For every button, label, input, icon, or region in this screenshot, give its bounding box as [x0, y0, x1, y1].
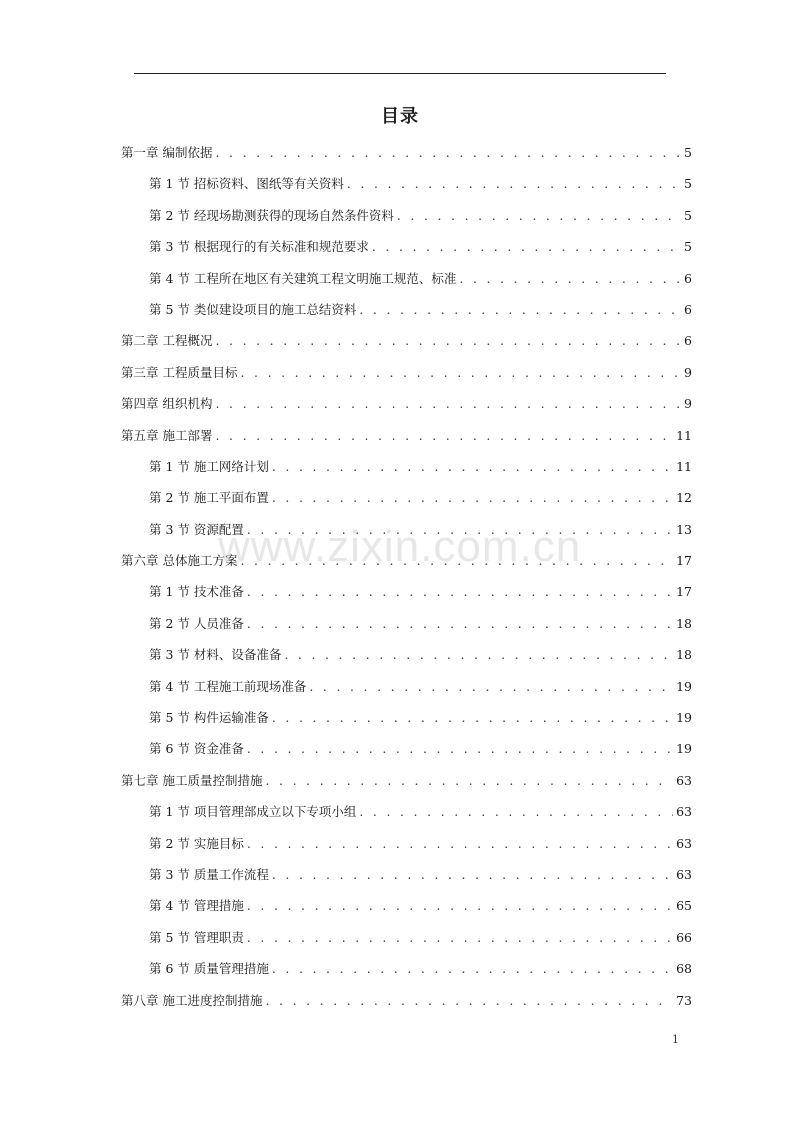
toc-entry-label: 第四章 组织机构: [121, 396, 213, 412]
toc-dot-leader: [272, 487, 673, 509]
toc-entry-page-number: 63: [676, 772, 692, 788]
toc-section-entry[interactable]: [121, 958, 692, 989]
toc-entry-page-number: 11: [676, 427, 692, 443]
toc-dot-leader: [309, 676, 673, 698]
toc-dot-leader: [272, 707, 673, 729]
toc-dot-leader: [459, 268, 681, 290]
toc-entry-label: 第三章 工程质量目标: [121, 364, 238, 380]
toc-entry-page-number: 18: [676, 647, 692, 663]
toc-entry-page-number: 5: [684, 145, 692, 160]
toc-entry-label: 第五章 施工部署: [121, 427, 213, 443]
toc-section-entry[interactable]: [121, 927, 692, 958]
toc-dot-leader: [272, 456, 673, 478]
toc-section-entry[interactable]: [121, 801, 692, 832]
toc-chapter-entry[interactable]: [121, 393, 692, 424]
toc-entry-label: 第 4 节 管理措施: [149, 898, 244, 914]
toc-entry-label: 第八章 施工进度控制措施: [121, 992, 263, 1008]
toc-entry-page-number: 19: [676, 741, 692, 757]
toc-entry-page-number: 63: [676, 804, 692, 820]
toc-entry-page-number: 6: [684, 270, 692, 286]
toc-section-entry[interactable]: [121, 895, 692, 926]
toc-entry-label: 第二章 工程概况: [121, 333, 213, 349]
toc-entry-page-number: 18: [676, 615, 692, 631]
toc-section-entry[interactable]: [121, 581, 692, 612]
toc-section-entry[interactable]: [121, 236, 692, 267]
toc-entry-label: 第 3 节 根据现行的有关标准和规范要求: [149, 239, 369, 255]
toc-entry-label: 第 2 节 经现场勘测获得的现场自然条件资料: [149, 207, 394, 223]
toc-entry-label: 第 3 节 材料、设备准备: [149, 647, 282, 663]
toc-entry-label: 第 5 节 类似建设项目的施工总结资料: [149, 301, 357, 317]
toc-dot-leader: [272, 864, 673, 886]
toc-dot-leader: [215, 142, 681, 164]
toc-section-entry[interactable]: [121, 738, 692, 769]
toc-section-entry[interactable]: [121, 613, 692, 644]
toc-entry-label: 第 3 节 资源配置: [149, 521, 244, 537]
toc-entry-page-number: 19: [676, 678, 692, 694]
toc-entry-page-number: 65: [676, 898, 692, 914]
toc-dot-leader: [247, 895, 673, 917]
toc-entry-page-number: 9: [684, 364, 692, 380]
toc-section-entry[interactable]: [121, 268, 692, 299]
toc-dot-leader: [215, 393, 681, 415]
toc-chapter-entry[interactable]: [121, 425, 692, 456]
toc-entry-page-number: 17: [676, 553, 692, 569]
toc-entry-label: 第 1 节 技术准备: [149, 584, 244, 600]
toc-entry-page-number: 17: [676, 584, 692, 600]
toc-dot-leader: [240, 362, 681, 384]
toc-entry-page-number: 9: [684, 396, 692, 412]
toc-entry-label: 第 2 节 施工平面布置: [149, 490, 269, 506]
toc-dot-leader: [265, 770, 673, 792]
page-number: 1: [672, 1033, 679, 1046]
toc-dot-leader: [215, 330, 681, 352]
toc-dot-leader: [284, 644, 673, 666]
toc-entry-label: 第一章 编制依据: [121, 145, 213, 160]
toc-dot-leader: [372, 236, 681, 258]
toc-entry-label: 第 5 节 管理职责: [149, 929, 244, 945]
toc-dot-leader: [247, 927, 673, 949]
toc-section-entry[interactable]: [121, 644, 692, 675]
toc-dot-leader: [347, 173, 681, 195]
toc-entry-page-number: 5: [684, 207, 692, 223]
toc-dot-leader: [247, 519, 673, 541]
toc-entry-page-number: 63: [676, 835, 692, 851]
toc-section-entry[interactable]: [121, 299, 692, 330]
toc-section-entry[interactable]: [121, 707, 692, 738]
toc-entry-label: 第六章 总体施工方案: [121, 553, 238, 569]
toc-entry-label: 第 1 节 招标资料、图纸等有关资料: [149, 176, 344, 192]
toc-entry-label: 第 3 节 质量工作流程: [149, 866, 269, 882]
toc-dot-leader: [247, 833, 673, 855]
toc-entry-label: 第 2 节 人员准备: [149, 615, 244, 631]
toc-entry-label: 第 5 节 构件运输准备: [149, 710, 269, 726]
toc-entry-page-number: 6: [684, 333, 692, 349]
toc-section-entry[interactable]: [121, 205, 692, 236]
toc-entry-label: 第 2 节 实施目标: [149, 835, 244, 851]
toc-dot-leader: [240, 550, 673, 572]
toc-entry-label: 第 6 节 资金准备: [149, 741, 244, 757]
header-rule: [134, 73, 666, 74]
toc-title: 目录: [381, 106, 419, 127]
toc-entry-label: 第 6 节 质量管理措施: [149, 961, 269, 977]
toc-entry-page-number: 11: [676, 458, 692, 474]
toc-entry-label: 第 1 节 施工网络计划: [149, 458, 269, 474]
toc-section-entry[interactable]: [121, 519, 692, 550]
toc-entry-page-number: 68: [676, 961, 692, 977]
watermark: www.zixin.com.cn: [218, 522, 582, 571]
toc-chapter-entry[interactable]: [121, 990, 692, 1021]
toc-dot-leader: [247, 581, 673, 603]
toc-section-entry[interactable]: [121, 456, 692, 487]
toc-entry-page-number: 5: [684, 239, 692, 255]
toc-section-entry[interactable]: [121, 173, 692, 204]
toc-dot-leader: [397, 205, 681, 227]
toc-dot-leader: [272, 958, 673, 980]
toc-entry-page-number: 19: [676, 710, 692, 726]
toc-entry-page-number: 5: [684, 176, 692, 192]
toc-chapter-entry[interactable]: [121, 770, 692, 801]
toc-entry-page-number: 63: [676, 866, 692, 882]
toc-entry-page-number: 73: [676, 992, 692, 1008]
toc-dot-leader: [359, 299, 681, 321]
toc-chapter-entry[interactable]: [121, 330, 692, 361]
table-of-contents: [121, 142, 692, 1021]
toc-section-entry[interactable]: [121, 487, 692, 518]
toc-dot-leader: [265, 990, 673, 1012]
toc-entry-label: 第 4 节 工程所在地区有关建筑工程文明施工规范、标准: [149, 270, 457, 286]
toc-entry-page-number: 66: [676, 929, 692, 945]
toc-dot-leader: [359, 801, 673, 823]
toc-chapter-entry[interactable]: [121, 142, 692, 173]
toc-chapter-entry[interactable]: [121, 550, 692, 581]
toc-chapter-entry[interactable]: [121, 362, 692, 393]
toc-entry-label: 第七章 施工质量控制措施: [121, 772, 263, 788]
toc-section-entry[interactable]: [121, 833, 692, 864]
toc-dot-leader: [247, 613, 673, 635]
toc-entry-page-number: 6: [684, 301, 692, 317]
toc-section-entry[interactable]: [121, 676, 692, 707]
toc-entry-page-number: 13: [676, 521, 692, 537]
toc-entry-label: 第 1 节 项目管理部成立以下专项小组: [149, 804, 357, 820]
toc-entry-label: 第 4 节 工程施工前现场准备: [149, 678, 307, 694]
toc-dot-leader: [215, 425, 673, 447]
toc-dot-leader: [247, 738, 673, 760]
toc-section-entry[interactable]: [121, 864, 692, 895]
toc-entry-page-number: 12: [676, 490, 692, 506]
